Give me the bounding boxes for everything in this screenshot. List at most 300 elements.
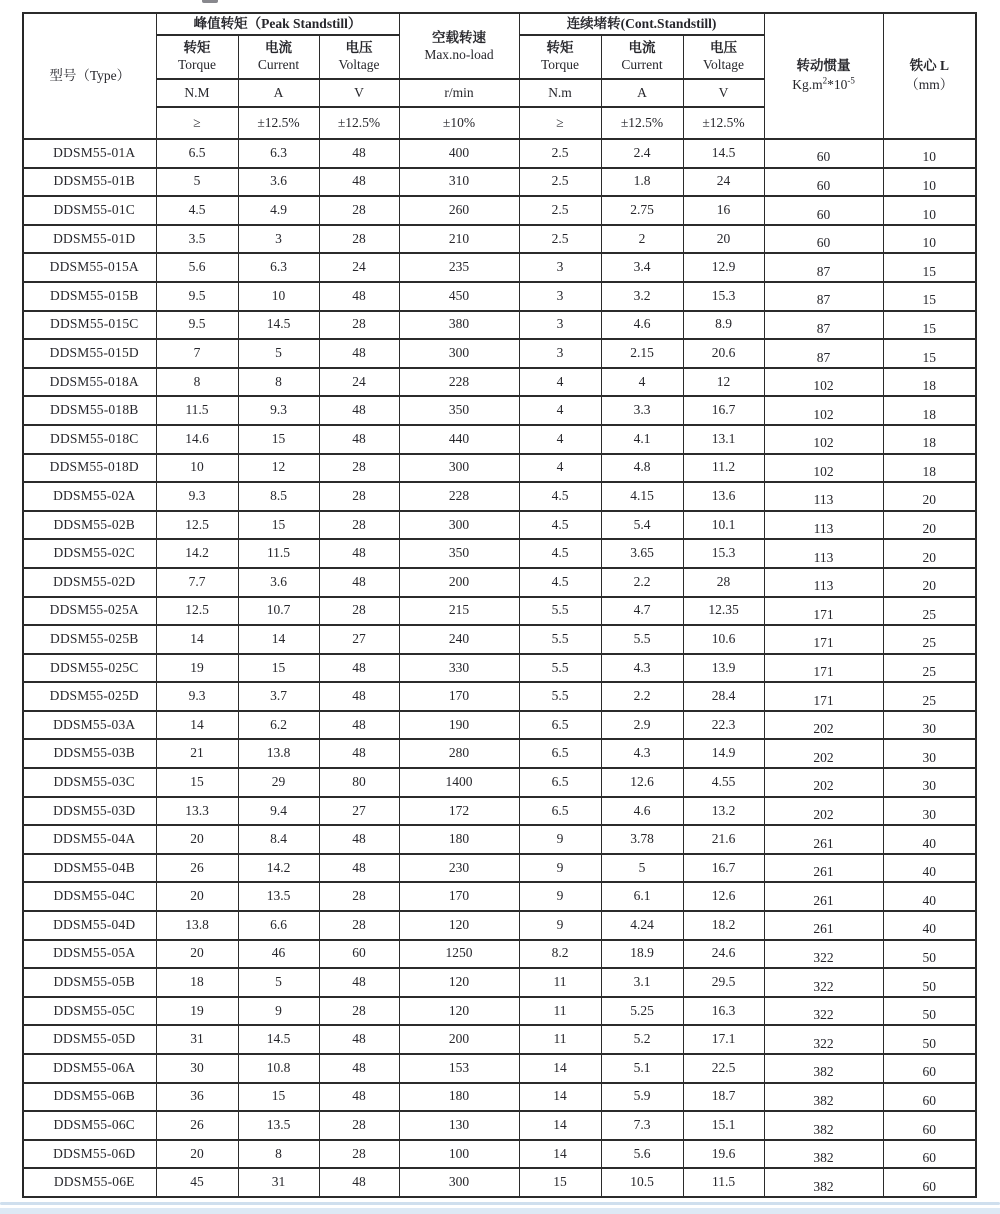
cell-cont-torque: 14	[519, 1111, 601, 1140]
cell-peak-current: 3.6	[238, 168, 319, 197]
cell-cont-current: 4.1	[601, 425, 683, 454]
cell-cont-voltage: 28.4	[683, 682, 764, 711]
cell-inertia: 382	[764, 1054, 883, 1083]
cell-inertia: 60	[764, 168, 883, 197]
cell-type: DDSM55-04D	[23, 911, 156, 940]
table-row	[23, 339, 976, 368]
cell-peak-torque: 12.5	[156, 511, 238, 540]
cell-type: DDSM55-015C	[23, 311, 156, 340]
table-row	[23, 282, 976, 311]
cell-max-noload-speed: 228	[399, 368, 519, 397]
cell-cont-voltage: 16.3	[683, 997, 764, 1026]
table-row	[23, 311, 976, 340]
table-row	[23, 797, 976, 826]
page-bottom-edge	[0, 1202, 1000, 1214]
cell-peak-voltage: 48	[319, 854, 399, 883]
cell-peak-torque: 19	[156, 654, 238, 683]
cell-core-length: 30	[883, 711, 976, 740]
cell-max-noload-speed: 153	[399, 1054, 519, 1083]
cell-core-length: 25	[883, 597, 976, 626]
cell-peak-current: 8	[238, 368, 319, 397]
cell-cont-current: 3.1	[601, 968, 683, 997]
cell-core-length: 25	[883, 682, 976, 711]
header-core-length: 铁心 L （mm）	[883, 13, 976, 139]
cell-peak-voltage: 48	[319, 739, 399, 768]
cell-peak-torque: 20	[156, 825, 238, 854]
cell-inertia: 60	[764, 139, 883, 168]
cell-peak-torque: 14.2	[156, 539, 238, 568]
cell-max-noload-speed: 180	[399, 1083, 519, 1112]
cell-cont-current: 3.3	[601, 396, 683, 425]
cell-peak-voltage: 48	[319, 568, 399, 597]
cell-peak-voltage: 27	[319, 625, 399, 654]
header-peak-current: 电流 Current	[238, 35, 319, 79]
cell-peak-torque: 5.6	[156, 253, 238, 282]
cell-cont-voltage: 20	[683, 225, 764, 254]
cell-cont-voltage: 24.6	[683, 940, 764, 969]
cell-peak-torque: 5	[156, 168, 238, 197]
cell-type: DDSM55-015A	[23, 253, 156, 282]
tolerance-peak-torque: ≥	[156, 107, 238, 139]
unit-speed: r/min	[399, 79, 519, 107]
cell-cont-current: 2.2	[601, 568, 683, 597]
cell-cont-voltage: 15.1	[683, 1111, 764, 1140]
cell-cont-voltage: 14.5	[683, 139, 764, 168]
cell-peak-current: 14.5	[238, 311, 319, 340]
cell-peak-torque: 4.5	[156, 196, 238, 225]
cell-inertia: 382	[764, 1083, 883, 1112]
cell-cont-voltage: 24	[683, 168, 764, 197]
cell-type: DDSM55-01D	[23, 225, 156, 254]
cell-peak-voltage: 60	[319, 940, 399, 969]
cell-inertia: 171	[764, 654, 883, 683]
cell-cont-voltage: 22.5	[683, 1054, 764, 1083]
cell-inertia: 87	[764, 339, 883, 368]
cell-cont-current: 5	[601, 854, 683, 883]
cell-peak-current: 12	[238, 454, 319, 483]
cell-core-length: 30	[883, 768, 976, 797]
cell-cont-voltage: 13.9	[683, 654, 764, 683]
cell-peak-current: 14	[238, 625, 319, 654]
cell-peak-current: 3.6	[238, 568, 319, 597]
cell-peak-voltage: 28	[319, 997, 399, 1026]
cell-cont-voltage: 12.6	[683, 882, 764, 911]
cell-peak-voltage: 24	[319, 368, 399, 397]
cell-inertia: 102	[764, 396, 883, 425]
header-cont-torque: 转矩 Torque	[519, 35, 601, 79]
cell-peak-current: 13.8	[238, 739, 319, 768]
cell-cont-torque: 9	[519, 825, 601, 854]
cell-cont-voltage: 13.1	[683, 425, 764, 454]
cell-cont-current: 5.9	[601, 1083, 683, 1112]
cell-inertia: 102	[764, 425, 883, 454]
cell-cont-torque: 5.5	[519, 597, 601, 626]
table-row	[23, 1140, 976, 1169]
cell-cont-torque: 2.5	[519, 225, 601, 254]
table-row	[23, 911, 976, 940]
cell-type: DDSM55-03A	[23, 711, 156, 740]
cell-core-length: 50	[883, 940, 976, 969]
cell-peak-torque: 20	[156, 940, 238, 969]
cell-peak-torque: 31	[156, 1025, 238, 1054]
cell-type: DDSM55-05C	[23, 997, 156, 1026]
cell-cont-torque: 9	[519, 882, 601, 911]
cell-peak-current: 6.3	[238, 253, 319, 282]
cell-peak-voltage: 28	[319, 511, 399, 540]
cell-peak-current: 6.6	[238, 911, 319, 940]
cell-cont-current: 5.5	[601, 625, 683, 654]
cell-type: DDSM55-04A	[23, 825, 156, 854]
cell-cont-current: 4.8	[601, 454, 683, 483]
cell-cont-torque: 5.5	[519, 654, 601, 683]
motor-spec-table	[22, 12, 977, 1198]
cell-cont-torque: 15	[519, 1168, 601, 1197]
cell-inertia: 261	[764, 825, 883, 854]
cell-type: DDSM55-01B	[23, 168, 156, 197]
cell-cont-current: 4.3	[601, 739, 683, 768]
cell-cont-voltage: 10.6	[683, 625, 764, 654]
cell-peak-voltage: 80	[319, 768, 399, 797]
cell-cont-torque: 4.5	[519, 539, 601, 568]
cell-inertia: 113	[764, 482, 883, 511]
cell-core-length: 18	[883, 368, 976, 397]
cell-peak-torque: 13.8	[156, 911, 238, 940]
cell-cont-torque: 3	[519, 253, 601, 282]
cell-cont-current: 4.15	[601, 482, 683, 511]
cell-cont-voltage: 13.2	[683, 797, 764, 826]
cell-max-noload-speed: 130	[399, 1111, 519, 1140]
cell-cont-current: 5.25	[601, 997, 683, 1026]
cell-max-noload-speed: 120	[399, 997, 519, 1026]
cell-cont-voltage: 11.5	[683, 1168, 764, 1197]
cell-core-length: 30	[883, 739, 976, 768]
cell-inertia: 113	[764, 511, 883, 540]
cell-cont-current: 1.8	[601, 168, 683, 197]
cell-max-noload-speed: 230	[399, 854, 519, 883]
cell-max-noload-speed: 400	[399, 139, 519, 168]
cell-inertia: 171	[764, 625, 883, 654]
cell-peak-current: 9.3	[238, 396, 319, 425]
scan-artifact	[202, 0, 218, 3]
cell-cont-torque: 11	[519, 1025, 601, 1054]
cell-cont-current: 5.4	[601, 511, 683, 540]
cell-max-noload-speed: 380	[399, 311, 519, 340]
cell-core-length: 50	[883, 1025, 976, 1054]
cell-max-noload-speed: 440	[399, 425, 519, 454]
cell-cont-voltage: 22.3	[683, 711, 764, 740]
cell-core-length: 50	[883, 997, 976, 1026]
header-peak-voltage: 电压 Voltage	[319, 35, 399, 79]
cell-core-length: 20	[883, 568, 976, 597]
cell-cont-current: 5.2	[601, 1025, 683, 1054]
cell-peak-voltage: 28	[319, 1140, 399, 1169]
cell-inertia: 87	[764, 311, 883, 340]
cell-peak-torque: 6.5	[156, 139, 238, 168]
cell-cont-current: 6.1	[601, 882, 683, 911]
cell-inertia: 202	[764, 739, 883, 768]
cell-cont-torque: 6.5	[519, 711, 601, 740]
cell-peak-current: 14.2	[238, 854, 319, 883]
cell-peak-current: 11.5	[238, 539, 319, 568]
cell-cont-voltage: 12	[683, 368, 764, 397]
cell-cont-torque: 3	[519, 282, 601, 311]
tolerance-cont-voltage: ±12.5%	[683, 107, 764, 139]
cell-max-noload-speed: 300	[399, 511, 519, 540]
tolerance-speed: ±10%	[399, 107, 519, 139]
table-row	[23, 511, 976, 540]
cell-inertia: 322	[764, 940, 883, 969]
cell-max-noload-speed: 210	[399, 225, 519, 254]
table-row	[23, 739, 976, 768]
table-row	[23, 825, 976, 854]
cell-type: DDSM55-018B	[23, 396, 156, 425]
table-row	[23, 654, 976, 683]
cell-cont-current: 5.1	[601, 1054, 683, 1083]
cell-peak-torque: 9.3	[156, 482, 238, 511]
cell-peak-voltage: 48	[319, 711, 399, 740]
cell-cont-torque: 14	[519, 1083, 601, 1112]
cell-cont-voltage: 13.6	[683, 482, 764, 511]
cell-cont-voltage: 15.3	[683, 282, 764, 311]
cell-type: DDSM55-01A	[23, 139, 156, 168]
table-row	[23, 196, 976, 225]
cell-cont-voltage: 17.1	[683, 1025, 764, 1054]
cell-peak-current: 6.2	[238, 711, 319, 740]
cell-cont-current: 10.5	[601, 1168, 683, 1197]
cell-max-noload-speed: 120	[399, 911, 519, 940]
cell-cont-voltage: 16.7	[683, 396, 764, 425]
cell-type: DDSM55-06B	[23, 1083, 156, 1112]
cell-cont-torque: 11	[519, 997, 601, 1026]
cell-type: DDSM55-02D	[23, 568, 156, 597]
table-row	[23, 482, 976, 511]
cell-cont-current: 2.15	[601, 339, 683, 368]
cell-inertia: 171	[764, 682, 883, 711]
cell-cont-torque: 3	[519, 311, 601, 340]
cell-cont-torque: 4.5	[519, 482, 601, 511]
cell-cont-voltage: 4.55	[683, 768, 764, 797]
cell-peak-voltage: 48	[319, 1168, 399, 1197]
cell-cont-torque: 4	[519, 368, 601, 397]
cell-type: DDSM55-05D	[23, 1025, 156, 1054]
cell-peak-voltage: 48	[319, 539, 399, 568]
header-peak-torque: 转矩 Torque	[156, 35, 238, 79]
cell-cont-torque: 9	[519, 854, 601, 883]
table-row	[23, 940, 976, 969]
cell-peak-current: 8.4	[238, 825, 319, 854]
unit-cont-current: A	[601, 79, 683, 107]
cell-cont-torque: 14	[519, 1140, 601, 1169]
cell-peak-torque: 36	[156, 1083, 238, 1112]
unit-cont-torque: N.m	[519, 79, 601, 107]
cell-core-length: 40	[883, 854, 976, 883]
cell-peak-torque: 12.5	[156, 597, 238, 626]
cell-peak-torque: 7.7	[156, 568, 238, 597]
cell-peak-torque: 7	[156, 339, 238, 368]
cell-max-noload-speed: 1400	[399, 768, 519, 797]
cell-peak-current: 15	[238, 425, 319, 454]
cell-peak-voltage: 28	[319, 882, 399, 911]
cell-max-noload-speed: 280	[399, 739, 519, 768]
cell-core-length: 10	[883, 225, 976, 254]
header-type: 型号（Type）	[23, 13, 156, 139]
cell-core-length: 10	[883, 196, 976, 225]
cell-cont-voltage: 8.9	[683, 311, 764, 340]
tolerance-cont-torque: ≥	[519, 107, 601, 139]
cell-peak-voltage: 28	[319, 597, 399, 626]
cell-type: DDSM55-015B	[23, 282, 156, 311]
cell-peak-voltage: 28	[319, 311, 399, 340]
cell-peak-voltage: 28	[319, 196, 399, 225]
cell-max-noload-speed: 200	[399, 1025, 519, 1054]
cell-inertia: 382	[764, 1168, 883, 1197]
tolerance-peak-voltage: ±12.5%	[319, 107, 399, 139]
cell-peak-voltage: 48	[319, 282, 399, 311]
cell-peak-voltage: 48	[319, 396, 399, 425]
cell-type: DDSM55-04C	[23, 882, 156, 911]
cell-core-length: 18	[883, 425, 976, 454]
cell-cont-current: 12.6	[601, 768, 683, 797]
cell-inertia: 261	[764, 854, 883, 883]
cell-max-noload-speed: 330	[399, 654, 519, 683]
cell-peak-current: 29	[238, 768, 319, 797]
cell-cont-voltage: 12.9	[683, 253, 764, 282]
cell-inertia: 202	[764, 711, 883, 740]
tolerance-peak-current: ±12.5%	[238, 107, 319, 139]
cell-cont-torque: 8.2	[519, 940, 601, 969]
cell-peak-voltage: 48	[319, 682, 399, 711]
cell-core-length: 15	[883, 253, 976, 282]
cell-inertia: 102	[764, 368, 883, 397]
cell-cont-torque: 6.5	[519, 797, 601, 826]
cell-peak-current: 9	[238, 997, 319, 1026]
cell-max-noload-speed: 215	[399, 597, 519, 626]
cell-type: DDSM55-018A	[23, 368, 156, 397]
cell-type: DDSM55-01C	[23, 196, 156, 225]
cell-peak-torque: 19	[156, 997, 238, 1026]
cell-max-noload-speed: 180	[399, 825, 519, 854]
cell-cont-torque: 9	[519, 911, 601, 940]
table-row	[23, 854, 976, 883]
cell-max-noload-speed: 240	[399, 625, 519, 654]
table-row	[23, 1111, 976, 1140]
cell-cont-torque: 4	[519, 425, 601, 454]
cell-peak-torque: 26	[156, 1111, 238, 1140]
cell-type: DDSM55-03C	[23, 768, 156, 797]
table-row	[23, 396, 976, 425]
cell-inertia: 60	[764, 196, 883, 225]
cell-peak-voltage: 48	[319, 968, 399, 997]
cell-inertia: 382	[764, 1140, 883, 1169]
cell-cont-current: 7.3	[601, 1111, 683, 1140]
cell-peak-current: 15	[238, 654, 319, 683]
cell-peak-torque: 30	[156, 1054, 238, 1083]
cell-peak-voltage: 48	[319, 1025, 399, 1054]
cell-peak-voltage: 48	[319, 139, 399, 168]
cell-inertia: 261	[764, 882, 883, 911]
cell-peak-current: 14.5	[238, 1025, 319, 1054]
table-header	[23, 13, 976, 139]
table-row	[23, 768, 976, 797]
cell-peak-torque: 14	[156, 625, 238, 654]
cell-cont-voltage: 18.7	[683, 1083, 764, 1112]
cell-core-length: 60	[883, 1083, 976, 1112]
cell-peak-torque: 9.3	[156, 682, 238, 711]
cell-type: DDSM55-02A	[23, 482, 156, 511]
header-cont-group: 连续堵转(Cont.Standstill)	[519, 13, 764, 35]
cell-type: DDSM55-03B	[23, 739, 156, 768]
header-cont-current: 电流 Current	[601, 35, 683, 79]
cell-core-length: 18	[883, 454, 976, 483]
cell-type: DDSM55-05B	[23, 968, 156, 997]
cell-core-length: 50	[883, 968, 976, 997]
cell-cont-current: 2.2	[601, 682, 683, 711]
cell-peak-torque: 14.6	[156, 425, 238, 454]
cell-max-noload-speed: 350	[399, 539, 519, 568]
cell-core-length: 20	[883, 511, 976, 540]
cell-peak-voltage: 48	[319, 1054, 399, 1083]
cell-peak-torque: 3.5	[156, 225, 238, 254]
cell-type: DDSM55-02C	[23, 539, 156, 568]
cell-type: DDSM55-06C	[23, 1111, 156, 1140]
cell-cont-voltage: 11.2	[683, 454, 764, 483]
cell-peak-voltage: 48	[319, 339, 399, 368]
cell-cont-voltage: 18.2	[683, 911, 764, 940]
header-cont-voltage: 电压 Voltage	[683, 35, 764, 79]
cell-peak-torque: 15	[156, 768, 238, 797]
cell-core-length: 18	[883, 396, 976, 425]
unit-cont-voltage: V	[683, 79, 764, 107]
cell-core-length: 60	[883, 1054, 976, 1083]
cell-max-noload-speed: 190	[399, 711, 519, 740]
cell-cont-torque: 2.5	[519, 196, 601, 225]
cell-cont-voltage: 16.7	[683, 854, 764, 883]
cell-cont-current: 3.4	[601, 253, 683, 282]
table-row	[23, 139, 976, 168]
cell-max-noload-speed: 300	[399, 1168, 519, 1197]
cell-core-length: 20	[883, 482, 976, 511]
cell-type: DDSM55-025D	[23, 682, 156, 711]
cell-peak-torque: 21	[156, 739, 238, 768]
cell-core-length: 15	[883, 339, 976, 368]
cell-core-length: 25	[883, 625, 976, 654]
unit-peak-voltage: V	[319, 79, 399, 107]
cell-inertia: 202	[764, 768, 883, 797]
cell-peak-voltage: 24	[319, 253, 399, 282]
table-row	[23, 1025, 976, 1054]
cell-peak-voltage: 48	[319, 1083, 399, 1112]
cell-cont-current: 2.4	[601, 139, 683, 168]
cell-cont-voltage: 19.6	[683, 1140, 764, 1169]
cell-peak-current: 3.7	[238, 682, 319, 711]
cell-inertia: 261	[764, 911, 883, 940]
cell-peak-current: 31	[238, 1168, 319, 1197]
cell-cont-current: 5.6	[601, 1140, 683, 1169]
cell-core-length: 60	[883, 1140, 976, 1169]
table-row	[23, 539, 976, 568]
cell-peak-current: 5	[238, 339, 319, 368]
cell-cont-voltage: 15.3	[683, 539, 764, 568]
cell-peak-torque: 11.5	[156, 396, 238, 425]
cell-core-length: 30	[883, 797, 976, 826]
cell-inertia: 113	[764, 568, 883, 597]
cell-core-length: 60	[883, 1168, 976, 1197]
cell-max-noload-speed: 170	[399, 882, 519, 911]
cell-cont-torque: 14	[519, 1054, 601, 1083]
cell-type: DDSM55-04B	[23, 854, 156, 883]
cell-max-noload-speed: 300	[399, 339, 519, 368]
cell-cont-torque: 5.5	[519, 682, 601, 711]
